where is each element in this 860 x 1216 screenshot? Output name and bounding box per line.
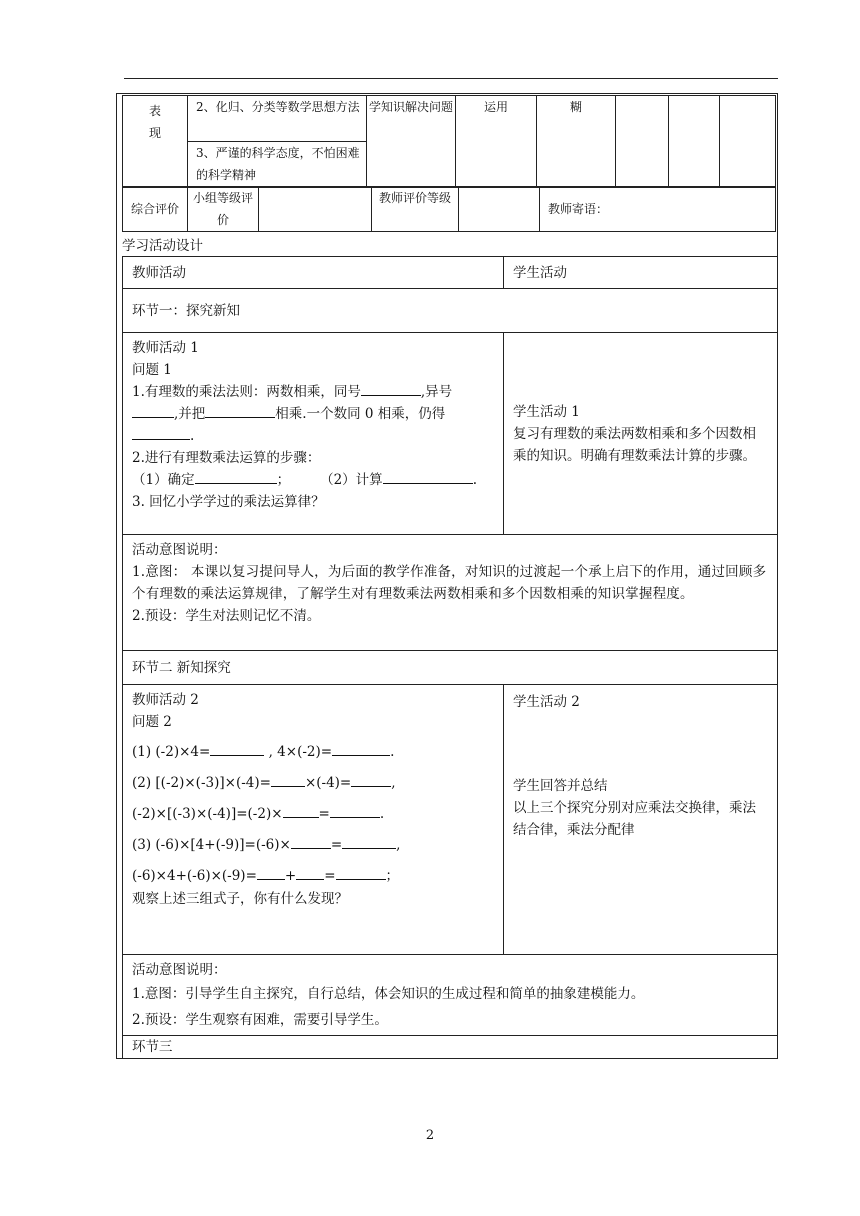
intent-1	[123, 535, 778, 651]
t2-observe: 观察上述三组式子，你有什么发现？	[132, 891, 348, 907]
student-activity-1	[504, 333, 778, 535]
criterion-apply: 运用	[456, 96, 537, 188]
expr-3: (-2)×[(-3)×(-4)]=(-2)× = .	[132, 803, 494, 826]
t1-title: 教师活动 1	[132, 340, 199, 356]
teacher-activity-1	[123, 333, 504, 535]
intent-1-text: 1.意图： 本课以复习提问导人，为后面的教学作准备，对知识的过渡起一个承上启下的作用，通过回顾多个有理数的乘法运算规律，了解学生对有理数乘法两数相乘和多个因数相乘的知识掌握程度。	[132, 564, 767, 602]
student-activity-2	[504, 685, 778, 955]
expr-1: (1) (-2)×4= , 4×(-2)= .	[132, 741, 494, 764]
s2-answer: 学生回答并总结	[513, 778, 608, 794]
intent-1-preset: 2.预设：学生对法则记忆不清。	[132, 608, 321, 624]
group-grade-label: 小组等级评价	[188, 187, 259, 232]
criterion-3: 3、严谨的科学态度，不怕困难的科学精神	[188, 142, 367, 188]
t2-title: 教师活动 2	[132, 692, 199, 708]
intent-2-label: 活动意图说明：	[132, 962, 227, 978]
stage-3: 环节三	[123, 1036, 778, 1059]
s2-title: 学生活动 2	[513, 694, 580, 710]
t1-line2: ,并把 相乘.一个数同 0 相乘，仍得	[132, 403, 494, 425]
t1-line3: .	[132, 425, 494, 447]
criterion-blur: 糊	[537, 96, 616, 188]
t2-question: 问题 2	[132, 714, 172, 730]
page-number: 2	[425, 1128, 435, 1143]
activity-table	[122, 256, 778, 1059]
stage-2: 环节二 新知探究	[123, 651, 778, 685]
s2-summary: 以上三个探究分别对应乘法交换律，乘法结合律，乘法分配律	[513, 800, 756, 838]
performance-label: 表 现	[123, 96, 188, 188]
t1-line1: 1.有理数的乘法法则：两数相乘，同号 ,异号	[132, 381, 494, 403]
header-rule	[124, 78, 778, 79]
t1-question: 问题 1	[132, 362, 172, 378]
teacher-header: 教师活动	[123, 257, 504, 289]
t1-line6: 3. 回忆小学学过的乘法运算律？	[132, 494, 325, 510]
criterion-2: 2、化归、分类等数学思想方法	[188, 96, 367, 142]
teacher-message: 教师寄语：	[540, 187, 776, 232]
s1-text: 复习有理数的乘法两数相乘和多个因数相乘的知识。明确有理数乘法计算的步骤。	[513, 425, 756, 464]
intent-2-preset: 2.预设：学生观察有困难，需要引导学生。	[132, 1012, 388, 1028]
intent-2-text: 1.意图：引导学生自主探究，自行总结，体会知识的生成过程和简单的抽象建模能力。	[132, 986, 645, 1002]
t1-line5: （1）确定 ； （2）计算 .	[132, 469, 494, 491]
teacher-activity-2	[123, 685, 504, 955]
stage-1: 环节一：探究新知	[123, 289, 778, 333]
teacher-grade-label: 教师评价等级	[372, 187, 459, 232]
intent-1-label: 活动意图说明：	[132, 542, 227, 558]
intent-2	[123, 955, 778, 1036]
expr-5: (-6)×4+(-6)×(-9)= + = ；	[132, 865, 494, 888]
t1-line4: 2.进行有理数乘法运算的步骤：	[132, 450, 321, 466]
student-header: 学生活动	[504, 257, 778, 289]
summary-label: 综合评价	[123, 187, 188, 232]
section-title: 学习活动设计	[122, 238, 203, 254]
expr-4: (3) (-6)×[4+(-9)]=(-6)× = ,	[132, 834, 494, 857]
expr-2: (2) [(-2)×(-3)]×(-4)= ×(-4)= ,	[132, 772, 494, 795]
s1-title: 学生活动 1	[513, 403, 580, 420]
criterion-knowledge: 学知识解决问题	[367, 96, 456, 188]
